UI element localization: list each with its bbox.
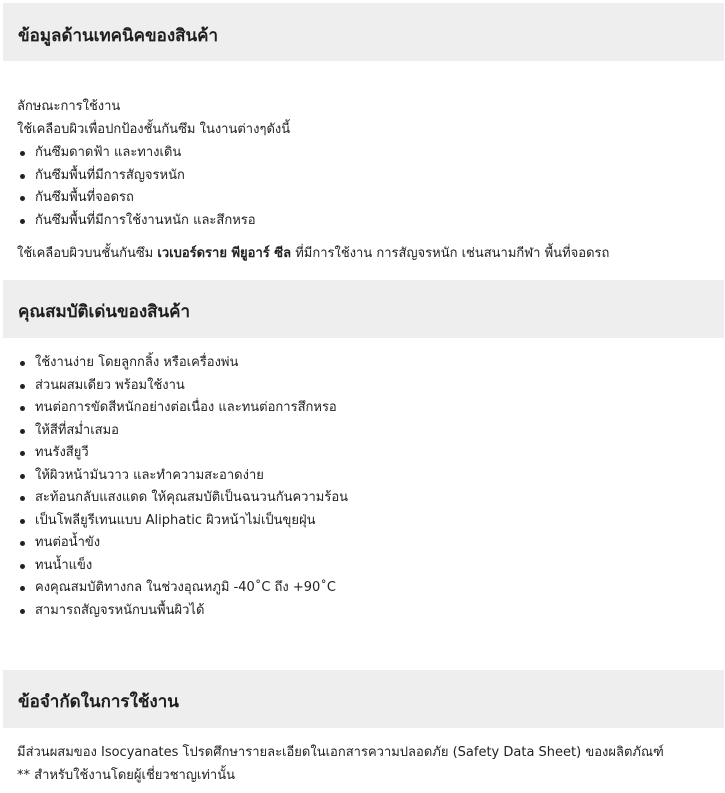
tech-section-heading: ข้อมูลด้านเทคนิคของสินค้า — [18, 26, 219, 46]
usage-summary — [17, 245, 609, 263]
usage-intro: ใช้เคลือบผิวเพื่อปกป้องชั้นกันซึม ในงานต่างๆดังนี้ — [17, 122, 291, 137]
list-item: ทนต่อน้ำขัง — [17, 534, 348, 557]
list-item: กันซึมพื้นที่มีการสัญจรหนัก — [17, 167, 256, 190]
limits-section-header — [3, 670, 724, 728]
list-item: ทนน้ำแข็ง — [17, 557, 348, 580]
usage-list — [17, 144, 256, 234]
list-item: ทนต่อการขัดสีหนักอย่างต่อเนื่อง และทนต่อการสึกหรอ — [17, 399, 348, 422]
list-item: ให้สีที่สม่ำเสมอ — [17, 422, 348, 445]
list-item: กันซึมพื้นที่มีการใช้งานหนัก และสึกหรอ — [17, 212, 256, 235]
features-section-heading: คุณสมบัติเด่นของสินค้า — [18, 302, 191, 322]
list-item: เป็นโพลียูรีเทนแบบ Aliphatic ผิวหน้าไม่เป็นขุยฝุ่น — [17, 512, 348, 535]
features-section-header — [3, 280, 724, 338]
list-item: คงคุณสมบัติทางกล ในช่วงอุณหภูมิ -40˚C ถึง +90˚C — [17, 579, 348, 602]
list-item: สามารถสัญจรหนักบนพื้นผิวได้ — [17, 602, 348, 625]
limits-section-heading: ข้อจำกัดในการใช้งาน — [18, 692, 179, 712]
limits-note: มีส่วนผสมของ Isocyanates โปรดศึกษารายละเอียดในเอกสารความปลอดภัย (Safety Data Sheet) ของผลิตภัณฑ์ — [17, 745, 664, 760]
list-item: กันซึมดาดฟ้า และทางเดิน — [17, 144, 256, 167]
tech-section-header — [3, 3, 724, 61]
expert-only-note: ** สำหรับใช้งานโดยผู้เชี่ยวชาญเท่านั้น — [17, 768, 236, 783]
list-item: กันซึมพื้นที่จอดรถ — [17, 189, 256, 212]
features-list — [17, 354, 348, 624]
list-item: สะท้อนกลับแสงแดด ให้คุณสมบัติเป็นฉนวนกันความร้อน — [17, 489, 348, 512]
usage-title: ลักษณะการใช้งาน — [17, 99, 121, 114]
list-item: ให้ผิวหน้ามันวาว และทำความสะอาดง่าย — [17, 467, 348, 490]
list-item: ส่วนผสมเดียว พร้อมใช้งาน — [17, 377, 348, 400]
list-item: ใช้งานง่าย โดยลูกกลิ้ง หรือเครื่องพ่น — [17, 354, 348, 377]
summary-suffix: ที่มีการใช้งาน การสัญจรหนัก เช่นสนามกีฬา พื้นที่จอดรถ — [291, 246, 610, 261]
summary-prefix: ใช้เคลือบผิวบนชั้นกันซึม — [17, 246, 158, 261]
list-item: ทนรังสียูวี — [17, 444, 348, 467]
summary-product-name: เวเบอร์ดราย พียูอาร์ ซีล — [157, 246, 292, 261]
